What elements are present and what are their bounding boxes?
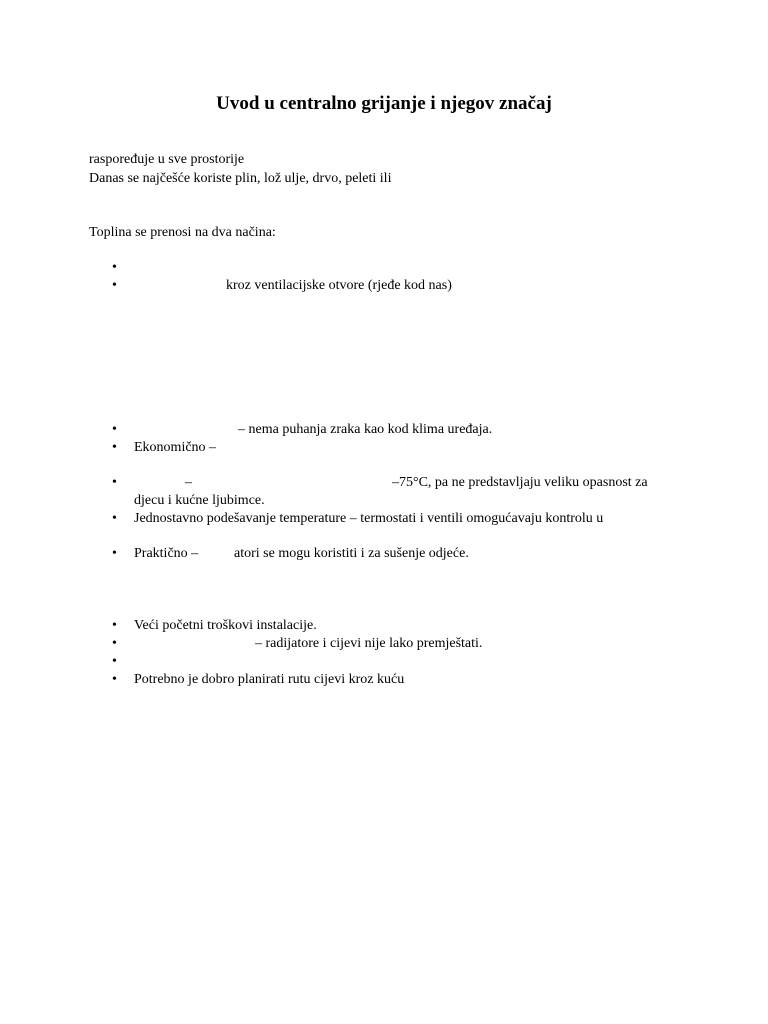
bullet-icon: • — [112, 475, 117, 490]
bullet-icon: • — [112, 672, 117, 687]
list-item-text: Veći početni troškovi instalacije. — [134, 618, 317, 633]
list-item-text: kroz ventilacijske otvore (rjeđe kod nas) — [226, 278, 452, 293]
list-item-text-part-a: Praktično – — [134, 546, 199, 561]
list-item-text: Jednostavno podešavanje temperature – termostati i ventili omogućavaju kontrolu u — [134, 511, 604, 526]
list-item-text: Potrebno je dobro planirati rutu cijevi kroz kuću — [134, 672, 405, 687]
intro-line-2: Danas se najčešće koriste plin, lož ulje, drvo, peleti ili — [89, 171, 392, 186]
bullet-icon: • — [112, 654, 117, 669]
list-item-text-part-b: atori se mogu koristiti i za sušenje odjeće. — [234, 546, 469, 561]
list-item-text: Ekonomično – — [134, 440, 217, 455]
bullet-icon: • — [112, 260, 117, 275]
bullet-icon: • — [112, 440, 117, 455]
bullet-icon: • — [112, 511, 117, 526]
list-item-text-part-b: –75°C, pa ne predstavljaju veliku opasnost za — [392, 475, 648, 490]
bullet-icon: • — [112, 422, 117, 437]
heat-transfer-heading: Toplina se prenosi na dva načina: — [89, 225, 276, 240]
bullet-icon: • — [112, 618, 117, 633]
bullet-icon: • — [112, 636, 117, 651]
bullet-icon: • — [112, 546, 117, 561]
list-item-text: – radijatore i cijevi nije lako premještati. — [255, 636, 483, 651]
intro-line-1: raspoređuje u sve prostorije — [89, 152, 245, 167]
bullet-icon: • — [112, 278, 117, 293]
list-item-text-part-a: – — [185, 475, 192, 490]
list-item-continuation: djecu i kućne ljubimce. — [134, 493, 265, 508]
document-title: Uvod u centralno grijanje i njegov značaj — [216, 93, 552, 114]
list-item-text: – nema puhanja zraka kao kod klima uređaja. — [238, 422, 493, 437]
